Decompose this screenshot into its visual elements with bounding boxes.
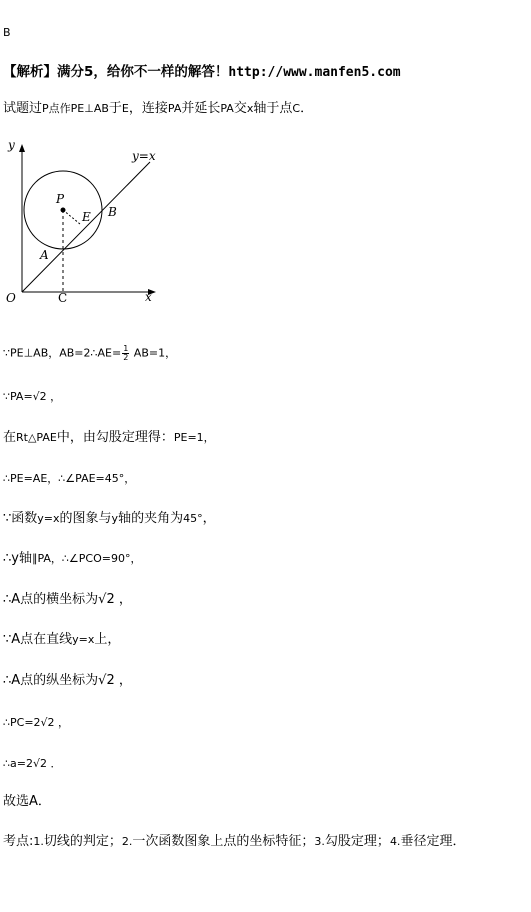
step-2: ∵PA=√2 ， [3,390,62,403]
step-5-text-b: y=x [37,512,60,525]
intro-text-12: 轴于点 [253,101,293,116]
fraction-numerator: 1 [123,344,129,353]
step-3-text-c: 中，由勾股定理得： [56,430,174,445]
line-label: y=x [132,149,156,163]
step-3 [3,430,215,446]
fraction-one-half [122,345,129,362]
intro-text-11: x [246,102,254,115]
intro-text-2: P点作 [42,102,71,115]
intro-text-5: E [121,102,129,115]
point-e-label: E [82,210,91,224]
key-point-2: 一次函数图象上点的坐标特征； [132,834,315,849]
intro-text-14: ． [300,101,314,116]
conclusion: 故选A． [3,794,51,809]
step-1-text-b: AB=1， [130,346,177,360]
step-8-text-b: y=x [72,633,95,646]
y-axis-label: y [8,138,15,152]
segment-pe [63,210,80,224]
key-point-3-number: 3. [314,835,325,848]
x-axis-label: x [145,290,152,304]
step-5-text-c: 的图象与 [59,511,112,526]
key-points-label: 考点: [3,834,34,849]
step-8-text-a: ∵A点在直线 [3,632,73,647]
step-1 [3,345,176,362]
step-5-text-a: ∵函数 [3,511,38,526]
point-c-label: C [58,291,68,305]
step-8 [3,632,120,648]
point-b-label: B [108,205,117,219]
analysis-header [3,64,401,81]
step-9: ∴A点的纵坐标为√2 ， [3,673,132,688]
key-point-3: 勾股定理； [324,834,390,849]
analysis-title: 【解析】满分5，给你不一样的解答！ [3,64,229,80]
point-p-label: P [56,192,65,206]
step-1-text-a: ∵PE⊥AB，AB=2∴AE= [3,346,122,360]
step-5-text-e: 轴的夹角为 [118,511,184,526]
intro-text-1: 试题过 [3,101,43,116]
step-3-text-a: 在 [3,430,17,445]
step-5 [3,511,216,527]
line-y-equals-x [22,162,150,292]
intro-text-13: C [292,102,301,115]
key-point-4-number: 4. [389,835,401,848]
step-7: ∴A点的横坐标为√2 ， [3,592,132,607]
step-5-text-g: ， [202,511,216,526]
step-3-text-d: PE=1， [173,431,215,444]
step-6 [3,551,141,567]
key-point-1-number: 1. [33,835,44,848]
step-6-text-a: ∴y轴 [3,551,32,566]
center-p-dot [61,208,66,213]
point-a-label: A [40,248,49,262]
step-10: ∴PC=2√2 ， [3,716,70,729]
key-point-4: 垂径定理． [400,834,466,849]
site-url: http://www.manfen5.com [228,65,401,80]
intro-text-6: ，连接 [128,101,168,116]
key-point-1: 切线的判定； [43,834,122,849]
intro-text-8: 并延长 [181,101,221,116]
y-axis-arrow [19,144,25,152]
intro-line [3,101,313,117]
step-5-text-f: 45° [183,512,203,525]
step-4: ∴PE=AE，∴∠PAE=45°， [3,472,136,485]
geometry-figure [0,135,175,310]
step-6-text-b: ∥PA，∴∠PCO=90°， [31,552,142,565]
step-11: ∴a=2√2 ． [3,757,62,770]
step-8-text-c: 上， [94,632,121,647]
intro-text-10: 交 [233,101,247,116]
key-points [3,834,465,850]
fraction-denominator: 2 [123,353,129,362]
answer-letter: B [3,26,11,39]
intro-text-9: PA [220,102,234,115]
intro-text-7: PA [167,102,182,115]
step-5-text-d: y [111,512,119,525]
key-point-2-number: 2. [121,835,133,848]
intro-text-4: 于 [108,101,122,116]
step-3-text-b: Rt△PAE [16,431,57,444]
origin-label: O [6,291,16,305]
intro-text-3: PE⊥AB [70,102,109,115]
